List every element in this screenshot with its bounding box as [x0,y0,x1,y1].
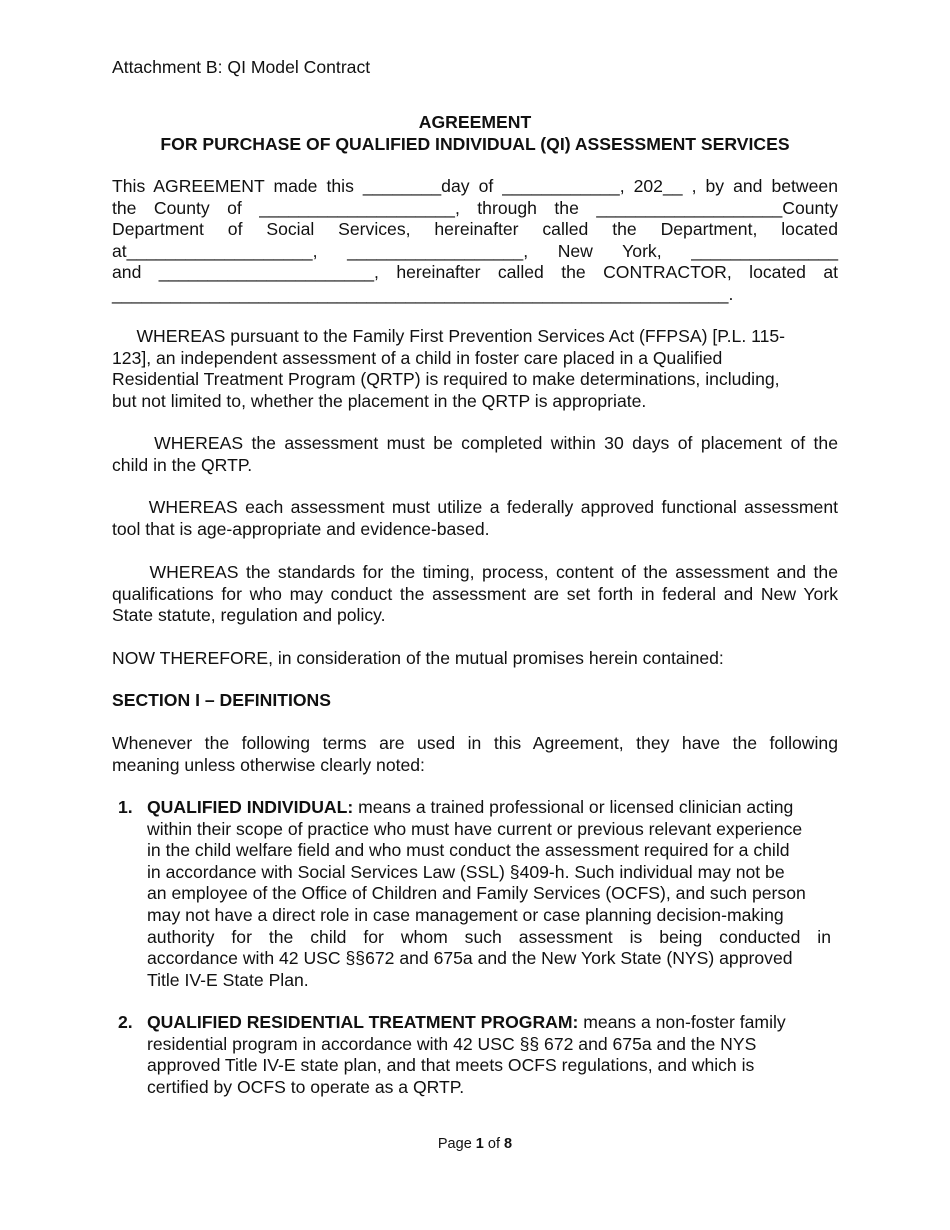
page-number-footer [0,1134,950,1156]
definition-number: 1. [118,797,133,817]
intro-line: This AGREEMENT made this ________day of ____________, 202__ , by and between [112,176,838,196]
agreement-intro-paragraph [112,176,838,306]
whereas-line: WHEREAS each assessment must utilize a federally approved functional assessment [112,497,838,517]
definition-line: residential program in accordance with 42 USC §§ 672 and 675a and the NYS [147,1033,757,1054]
definition-term: QUALIFIED RESIDENTIAL TREATMENT PROGRAM: [147,1012,579,1032]
total-page-count: 8 [504,1136,513,1152]
definition-line: authority for the child for whom such assessment is being conducted in [147,926,831,947]
page-label: Page [437,1136,476,1152]
current-page-number: 1 [475,1136,484,1152]
definition-body [147,1012,831,1098]
now-therefore-clause [112,648,838,670]
definition-line: in accordance with Social Services Law (SSL) §409-h. Such individual may not be [147,861,785,882]
intro-line: at___________________, __________________, New York, _______________ [112,240,838,261]
whereas-line: qualifications for who may conduct the assessment are set forth in federal and New York [112,583,838,604]
definition-line: accordance with 42 USC §§672 and 675a and the New York State (NYS) approved [147,948,793,969]
agreement-title [112,112,838,155]
definition-text: means a non-foster family [578,1012,786,1032]
whereas-line: WHEREAS pursuant to the Family First Prevention Services Act (FFPSA) [P.L. 115- [112,326,786,346]
definition-line: an employee of the Office of Children and Family Services (OCFS), and such person [147,883,806,904]
definition-line: in the child welfare field and who must conduct the assessment required for a child [147,840,790,861]
definition-number: 2. [118,1012,133,1032]
definitions-intro [112,733,838,776]
intro-line: the County of ____________________, through the ___________________County [112,197,838,218]
whereas-line: State statute, regulation and policy. [112,605,386,626]
whereas-line: child in the QRTP. [112,454,253,475]
title-line-1: AGREEMENT [418,112,532,132]
whereas-clause-1 [112,326,838,412]
definition-line: certified by OCFS to operate as a QRTP. [147,1076,465,1097]
attachment-label: Attachment B: QI Model Contract [112,57,371,77]
intro-line: and ______________________, hereinafter called the CONTRACTOR, located at [112,262,838,283]
whereas-clause-3 [112,497,838,540]
definition-first-line [147,1012,831,1034]
whereas-line: WHEREAS the standards for the timing, process, content of the assessment and the [112,562,838,582]
definition-line: may not have a direct role in case management or case planning decision-making [147,904,784,925]
whereas-line: but not limited to, whether the placement in the QRTP is appropriate. [112,390,647,411]
definition-text: means a trained professional or licensed clinician acting [353,797,794,817]
whereas-line: WHEREAS the assessment must be completed within 30 days of placement of the [112,433,838,453]
definition-body [147,797,831,991]
definition-line: approved Title IV-E state plan, and that meets OCFS regulations, and which is [147,1055,755,1076]
intro-line: Department of Social Services, hereinafter called the Department, located [112,219,838,240]
whereas-clause-2 [112,433,838,476]
whereas-clause-4 [112,562,838,627]
definition-first-line [147,797,831,819]
page-of-label: of [483,1136,505,1152]
definitions-intro-line: Whenever the following terms are used in this Agreement, they have the following [112,733,838,753]
definition-line: Title IV-E State Plan. [147,969,309,990]
section-heading: SECTION I – DEFINITIONS [112,690,331,710]
definition-line: within their scope of practice who must have current or previous relevant experience [147,818,803,839]
definitions-intro-line: meaning unless otherwise clearly noted: [112,754,425,775]
whereas-line: tool that is age-appropriate and evidence-based. [112,518,490,539]
whereas-line: 123], an independent assessment of a child in foster care placed in a Qualified [112,347,723,368]
title-line-2: FOR PURCHASE OF QUALIFIED INDIVIDUAL (QI) ASSESSMENT SERVICES [160,133,790,154]
now-therefore-text: NOW THEREFORE, in consideration of the mutual promises herein contained: [112,648,724,668]
intro-line: _______________________________________________________________. [112,283,734,304]
definition-term: QUALIFIED INDIVIDUAL: [147,797,354,817]
whereas-line: Residential Treatment Program (QRTP) is required to make determinations, including, [112,369,780,390]
